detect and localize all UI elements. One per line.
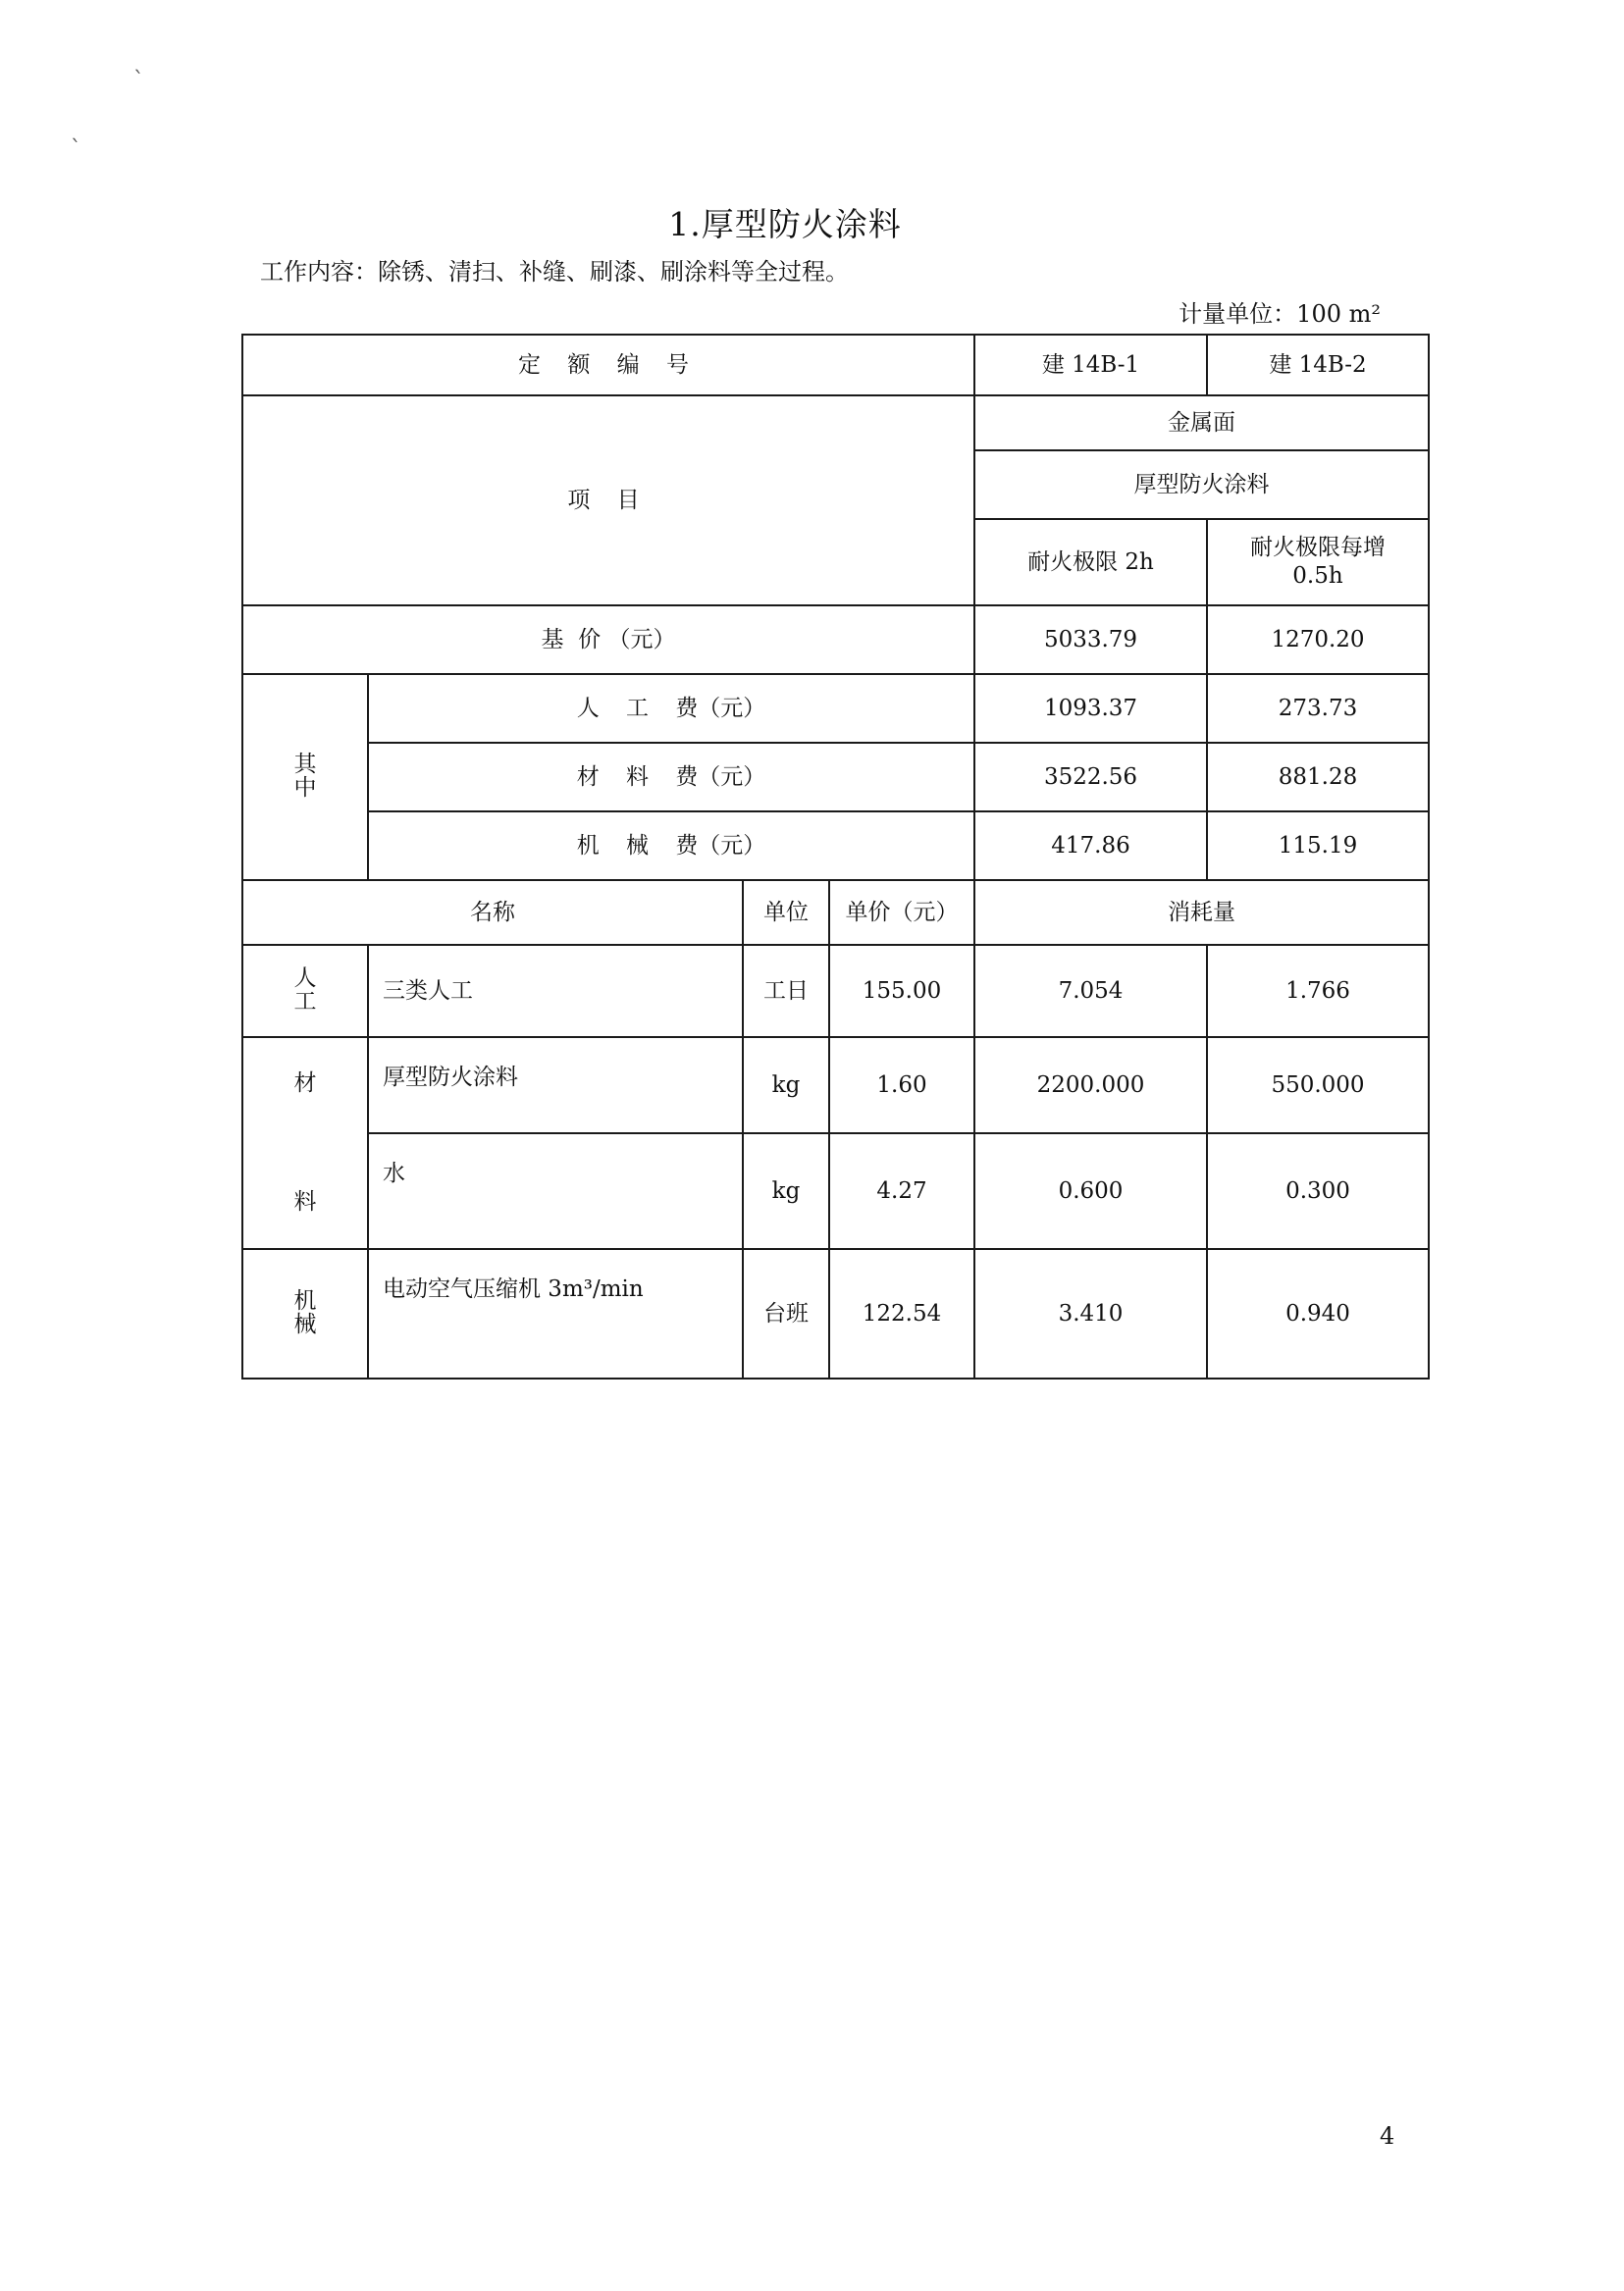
detail-row-machine — [242, 1249, 1429, 1379]
item-unit: kg — [743, 1133, 829, 1249]
item-name: 电动空气压缩机 3m³/min — [368, 1249, 743, 1379]
detail-row-coating — [242, 1037, 1429, 1133]
scan-speck: ` — [71, 137, 81, 162]
of-which-text: 其中 — [293, 751, 317, 801]
machine-cost-label: 机 械 费（元） — [368, 811, 974, 880]
unit-header: 单位 — [743, 880, 829, 945]
code-14b-1: 建 14B-1 — [974, 335, 1207, 395]
item-price: 1.60 — [829, 1037, 974, 1133]
variant-add-05h: 耐火极限每增 0.5h — [1207, 519, 1429, 605]
measurement-unit: 计量单位：100 m² — [1179, 300, 1381, 328]
labor-cost-2: 273.73 — [1207, 674, 1429, 743]
surface-row — [242, 395, 1429, 450]
material-cost-1: 3522.56 — [974, 743, 1207, 811]
item-consumption-1: 7.054 — [974, 945, 1207, 1037]
cost-row-labor — [242, 674, 1429, 743]
code-label: 定 额 编 号 — [242, 335, 974, 395]
group-material-bottom: 料 — [293, 1189, 317, 1216]
page-number: 4 — [1380, 2122, 1395, 2150]
item-unit: 工日 — [743, 945, 829, 1037]
code-row — [242, 335, 1429, 395]
item-unit: 台班 — [743, 1249, 829, 1379]
item-name: 三类人工 — [368, 945, 743, 1037]
of-which-label — [242, 674, 368, 880]
cost-row-material — [242, 743, 1429, 811]
detail-header-row — [242, 880, 1429, 945]
item-consumption-1: 2200.000 — [974, 1037, 1207, 1133]
name-header: 名称 — [242, 880, 743, 945]
work-content: 工作内容：除锈、清扫、补缝、刷漆、刷涂料等全过程。 — [260, 258, 849, 286]
unit-price-header: 单价（元） — [829, 880, 974, 945]
page-title: 1.厚型防火涂料 — [668, 205, 902, 243]
group-material-top: 材 — [293, 1070, 317, 1096]
item-consumption-1: 3.410 — [974, 1249, 1207, 1379]
detail-row-labor — [242, 945, 1429, 1037]
machine-cost-2: 115.19 — [1207, 811, 1429, 880]
scan-speck: ` — [133, 69, 144, 93]
item-price: 4.27 — [829, 1133, 974, 1249]
group-material — [242, 1037, 368, 1249]
variant-2h: 耐火极限 2h — [974, 519, 1207, 605]
detail-row-water — [242, 1133, 1429, 1249]
item-consumption-2: 0.940 — [1207, 1249, 1429, 1379]
machine-cost-1: 417.86 — [974, 811, 1207, 880]
surface-header: 金属面 — [974, 395, 1429, 450]
base-price-label: 基 价 （元） — [242, 605, 974, 674]
item-name: 水 — [368, 1133, 743, 1249]
item-consumption-2: 550.000 — [1207, 1037, 1429, 1133]
consumption-header: 消耗量 — [974, 880, 1429, 945]
item-consumption-2: 1.766 — [1207, 945, 1429, 1037]
item-name: 厚型防火涂料 — [368, 1037, 743, 1133]
code-14b-2: 建 14B-2 — [1207, 335, 1429, 395]
group-labor — [242, 945, 368, 1037]
labor-cost-1: 1093.37 — [974, 674, 1207, 743]
base-price-1: 5033.79 — [974, 605, 1207, 674]
base-price-row — [242, 605, 1429, 674]
item-price: 122.54 — [829, 1249, 974, 1379]
group-machine — [242, 1249, 368, 1379]
material-cost-2: 881.28 — [1207, 743, 1429, 811]
group-labor-text: 人工 — [293, 964, 317, 1015]
quota-table — [241, 334, 1430, 1380]
item-price: 155.00 — [829, 945, 974, 1037]
labor-cost-label: 人 工 费（元） — [368, 674, 974, 743]
base-price-2: 1270.20 — [1207, 605, 1429, 674]
item-label: 项 目 — [242, 395, 974, 605]
material-cost-label: 材 料 费（元） — [368, 743, 974, 811]
coating-header: 厚型防火涂料 — [974, 450, 1429, 519]
item-unit: kg — [743, 1037, 829, 1133]
item-consumption-2: 0.300 — [1207, 1133, 1429, 1249]
group-machine-text: 机械 — [293, 1287, 317, 1337]
item-consumption-1: 0.600 — [974, 1133, 1207, 1249]
cost-row-machine — [242, 811, 1429, 880]
